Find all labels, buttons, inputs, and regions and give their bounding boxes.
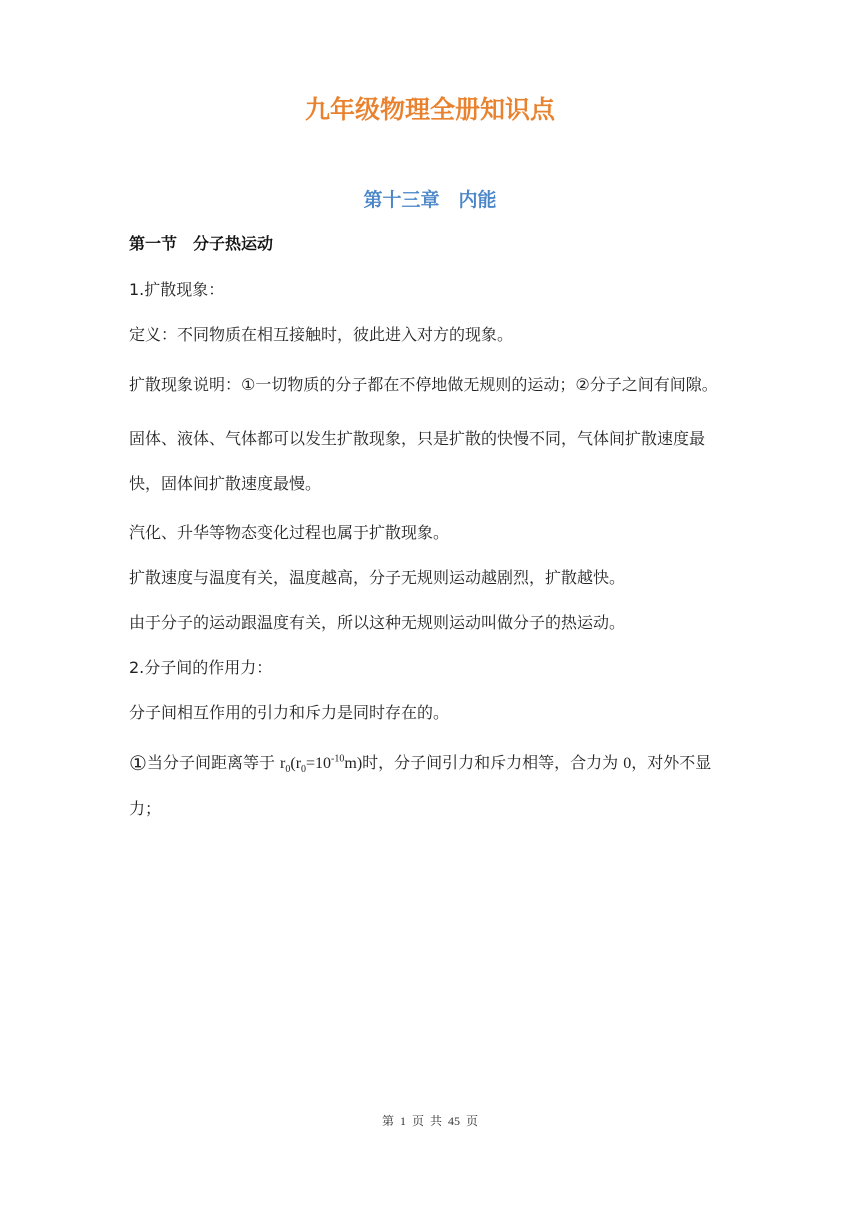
paragraph-diffusion-explanation: 扩散现象说明：①一切物质的分子都在不停地做无规则的运动；②分子之间有间隙。: [129, 375, 718, 394]
list-marker: ①: [129, 751, 147, 775]
paragraph-force-heading: 2.分子间的作用力：: [129, 658, 273, 677]
paragraph-diffusion-states: 固体、液体、气体都可以发生扩散现象，只是扩散的快慢不同，气体间扩散速度最快，固体间扩散速度最慢。: [129, 429, 706, 493]
paragraph-temperature: 扩散速度与温度有关，温度越高，分子无规则运动越剧烈，扩散越快。: [129, 568, 626, 587]
paragraph-diffusion-definition: 定义：不同物质在相互接触时，彼此进入对方的现象。: [129, 325, 514, 344]
paragraph-phase-change: 汽化、升华等物态变化过程也属于扩散现象。: [129, 523, 450, 542]
document-body: [129, 272, 731, 831]
paragraph-diffusion-heading: 1.扩散现象：: [129, 280, 225, 299]
document-title: 九年级物理全册知识点: [304, 95, 555, 124]
paragraph-equilibrium-distance: ①当分子间距离等于 $r_0(r_0=10^{-10}m)$时，分子间引力和斥力相等，合力为 0，对外不显力；: [129, 751, 712, 818]
paragraph-force-coexist: 分子间相互作用的引力和斥力是同时存在的。: [129, 703, 450, 722]
section-heading: 第一节 分子热运动: [129, 234, 274, 253]
chapter-heading: 第十三章 内能: [363, 189, 497, 211]
page-footer: 第 1 页 共 45 页: [381, 1114, 478, 1128]
formula-r0: $r_0(r_0=10^{-10}m)$: [280, 753, 363, 776]
paragraph-thermal-motion: 由于分子的运动跟温度有关，所以这种无规则运动叫做分子的热运动。: [129, 613, 626, 632]
